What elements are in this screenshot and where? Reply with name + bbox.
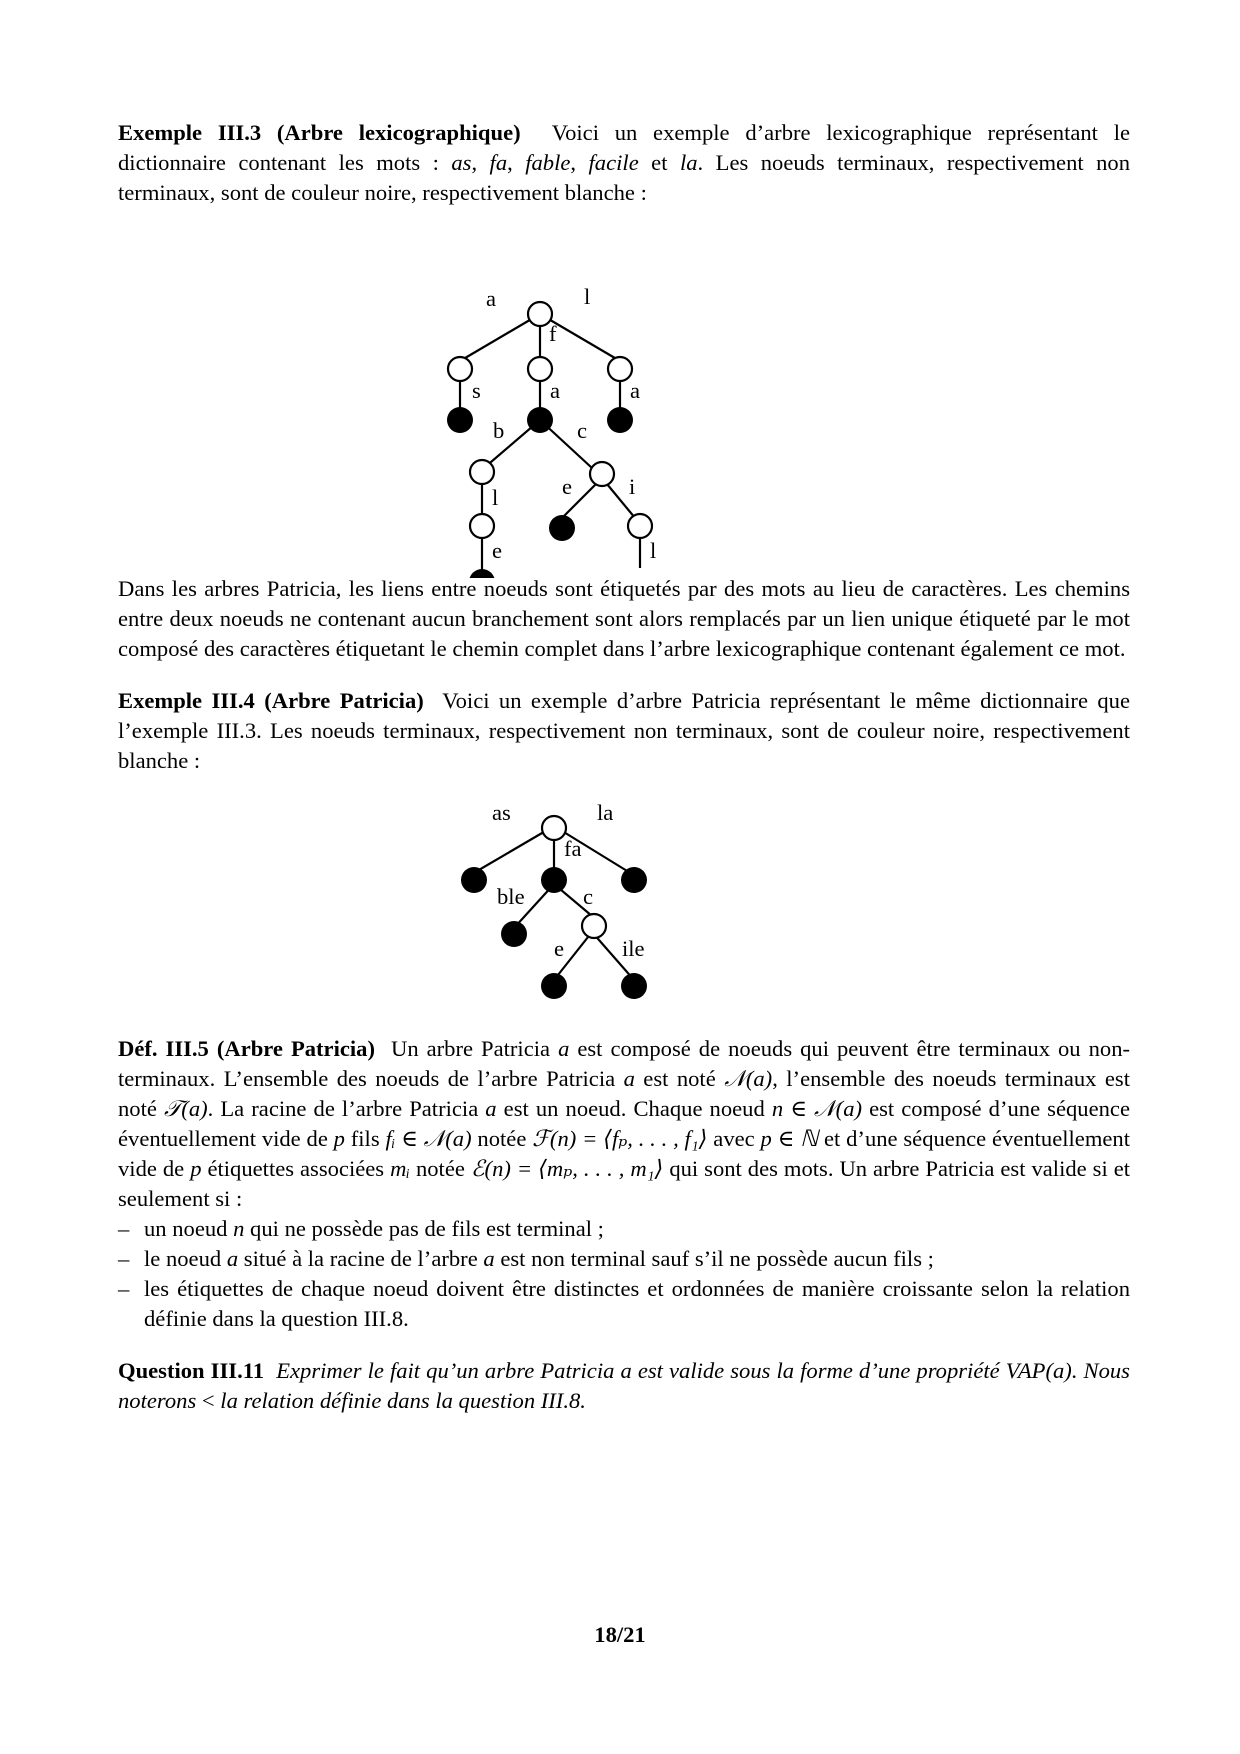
word-la: la: [679, 150, 698, 175]
sep: ,: [507, 150, 526, 175]
dash: –: [118, 1276, 130, 1301]
math-Ta: 𝒯(a): [163, 1096, 208, 1121]
tree2-node-as: [461, 867, 487, 893]
tree2-node-la: [621, 867, 647, 893]
tree2-label: e: [554, 936, 565, 961]
tree2-label: ble: [497, 884, 525, 909]
math-VAP: VAP(a): [1005, 1358, 1072, 1383]
list-item: [118, 1244, 1130, 1274]
patricia-tree-figure: [118, 776, 1130, 1026]
tree1-label: a: [630, 378, 641, 403]
word-as: as: [451, 150, 472, 175]
math-n-in-Na: n ∈ 𝒩(a): [771, 1096, 863, 1121]
tree1-node-l: [608, 357, 632, 381]
item-text: est non terminal sauf s’il ne possède aucun fils ;: [494, 1246, 934, 1271]
tree2-node-fa: [541, 867, 567, 893]
item-text: un noeud: [144, 1216, 234, 1241]
tree1-label: l: [650, 538, 657, 563]
tree1-label: a: [486, 286, 497, 311]
math-a: a: [483, 1246, 495, 1271]
item-text: situé à la racine de l’arbre: [238, 1246, 484, 1271]
example-III3-heading: Exemple III.3 (Arbre lexicographique): [118, 120, 521, 145]
tree1-label: l: [584, 284, 591, 309]
def-text: avec: [707, 1126, 761, 1151]
item-text: les étiquettes de chaque noeud doivent être distinctes et ordonnées de manière croissante selon la relation définie dans la question III.8.: [144, 1276, 1130, 1331]
math-a: a: [485, 1096, 497, 1121]
question-III11-heading: Question III.11: [118, 1358, 265, 1383]
tree1-label: s: [472, 378, 481, 403]
def-text: et d’une séquence éventuellement vide de: [118, 1126, 1130, 1181]
tree2-node-facile: [621, 973, 647, 999]
tree1-label: i: [629, 474, 636, 499]
tree1-label: l: [492, 485, 499, 510]
tree1-label: a: [550, 378, 561, 403]
math-En: ℰ(n) = ⟨mₚ, . . . , m₁⟩: [470, 1156, 664, 1181]
question-text: . Nous noterons: [118, 1358, 1130, 1413]
def-text: notée: [471, 1126, 533, 1151]
tree1-label: e: [562, 474, 573, 499]
dash: –: [118, 1246, 130, 1271]
math-a: a: [623, 1066, 635, 1091]
tree1-label: e: [492, 538, 503, 563]
tree2-label: c: [583, 884, 594, 909]
patricia-intro-paragraph: Dans les arbres Patricia, les liens entre noeuds sont étiquetés par des mots au lieu de caractères. Les chemins entre deux noeuds ne contenant aucun branchement sont alors remplacés par un lien unique étiqueté par le mot composé des caractères étiquetant le chemin complet dans l’arbre lexicographique contenant également ce mot.: [118, 576, 1130, 661]
math-Fn: ℱ(n) = ⟨fₚ, . . . , f₁⟩: [532, 1126, 708, 1151]
tree1-node-face: [549, 515, 575, 541]
word-facile: facile: [588, 150, 639, 175]
math-a: a: [620, 1358, 632, 1383]
sep: ,: [570, 150, 589, 175]
math-p-in-N: p ∈ ℕ: [760, 1126, 819, 1151]
sep: ,: [471, 150, 490, 175]
question-text: Exprimer le fait qu’un arbre Patricia: [276, 1358, 621, 1383]
definition-III5-heading: Déf. III.5 (Arbre Patricia): [118, 1036, 375, 1061]
list-item: [118, 1214, 1130, 1244]
math-fi-in-Na: fᵢ ∈ 𝒩(a): [385, 1126, 472, 1151]
math-p: p: [333, 1126, 345, 1151]
def-text: est composé d’une séquence éventuellement vide de: [118, 1096, 1130, 1151]
def-text: est noté: [634, 1066, 725, 1091]
tree1-node-a: [448, 357, 472, 381]
def-text: qui sont des mots. Un arbre Patricia est valide si et seulement si :: [118, 1156, 1130, 1211]
def-text: . La racine de l’arbre Patricia: [207, 1096, 486, 1121]
tree1-node-fabl: [470, 514, 494, 538]
math-p: p: [190, 1156, 202, 1181]
word-fa: fa: [489, 150, 508, 175]
item-text: le noeud: [144, 1246, 227, 1271]
page-content: [118, 118, 1130, 1416]
item-text: qui ne possède pas de fils est terminal ;: [244, 1216, 604, 1241]
tree2-node-root: [542, 816, 566, 840]
math-mi: mᵢ: [390, 1156, 410, 1181]
def-text: , l’ensemble des noeuds terminaux est noté: [118, 1066, 1130, 1121]
tree1-node-la: [607, 407, 633, 433]
example-III3-text-end: . Les noeuds terminaux, respectivement non terminaux, sont de couleur noire, respectivement blanche :: [118, 150, 1130, 205]
page-number: 18/21: [594, 1622, 646, 1647]
example-III3: [118, 118, 1130, 208]
def-text: étiquettes associées: [201, 1156, 391, 1181]
list-item: [118, 1274, 1130, 1334]
sep: et: [638, 150, 680, 175]
def-text: fils: [344, 1126, 386, 1151]
lexicographic-tree-figure: [118, 208, 1130, 578]
tree2-label: as: [492, 800, 511, 825]
math-a: a: [558, 1036, 570, 1061]
tree2-label: la: [597, 800, 614, 825]
math-a: a: [226, 1246, 239, 1271]
tree2-label: ile: [622, 936, 645, 961]
tree1-node-as: [447, 407, 473, 433]
tree1-node-fa: [527, 407, 553, 433]
tree2-node-fac: [582, 914, 606, 938]
tree1-node-faci: [628, 514, 652, 538]
example-III4-text: Voici un exemple d’arbre Patricia représentant le même dictionnaire que l’exemple III.3. Les noeuds terminaux, respectivement non terminaux, sont de couleur noire, respectivement blanche :: [118, 688, 1131, 773]
example-III4: [118, 686, 1130, 776]
definition-III5: [118, 1034, 1130, 1214]
math-n: n: [233, 1216, 245, 1241]
tree1-label: f: [549, 321, 557, 346]
word-fable: fable: [525, 150, 571, 175]
question-text: la relation définie dans la question III.8.: [214, 1388, 586, 1413]
example-III3-text: Voici un exemple d’arbre lexicographique représentant le dictionnaire contenant les mots :: [118, 120, 1131, 175]
tree1-node-fac: [590, 462, 614, 486]
def-text: notée: [409, 1156, 471, 1181]
question-III11: [118, 1356, 1130, 1416]
tree1-node-fab: [470, 460, 494, 484]
dash: –: [118, 1216, 130, 1241]
tree2-label: fa: [564, 836, 582, 861]
tree1-label: b: [493, 418, 505, 443]
question-text: est valide sous la forme d’une propriété: [631, 1358, 1006, 1383]
tree2-node-fable: [501, 921, 527, 947]
example-III4-heading: Exemple III.4 (Arbre Patricia): [118, 688, 424, 713]
math-less-than: <: [201, 1388, 215, 1413]
tree1-node-f: [528, 357, 552, 381]
tree1-label: c: [577, 418, 588, 443]
math-Na: 𝒩(a): [724, 1066, 773, 1091]
def-text: Un arbre Patricia: [391, 1036, 559, 1061]
def-text: est un noeud. Chaque noeud: [496, 1096, 772, 1121]
tree2-node-face: [541, 973, 567, 999]
def-text: est composé de noeuds qui peuvent être terminaux ou non-terminaux. L’ensemble des noeuds de l’arbre Patricia: [118, 1036, 1131, 1091]
validity-conditions-list: [118, 1214, 1130, 1334]
